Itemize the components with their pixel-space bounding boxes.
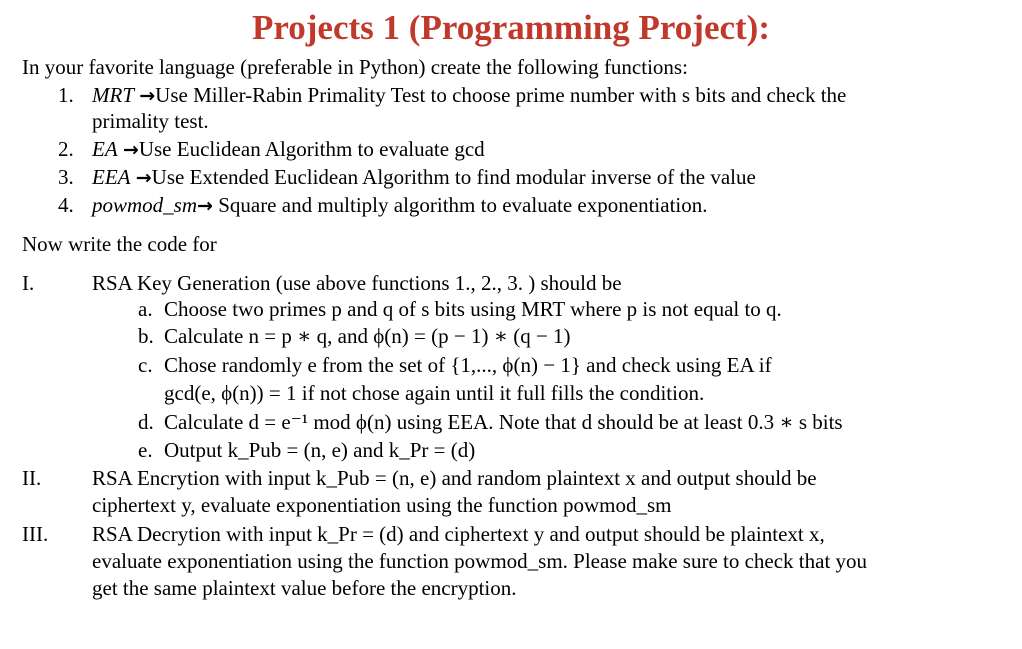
sub-item-text: Output k_Pub = (n, e) and k_Pr = (d) (164, 438, 476, 462)
section-heading: RSA Key Generation (use above functions 1., 2., 3. ) should be (92, 271, 622, 295)
sub-item-letter: c. (138, 353, 153, 377)
list-text-continued: primality test. (92, 109, 209, 133)
list-text (92, 164, 756, 191)
roman-numeral: I. (22, 271, 35, 295)
list-text (92, 82, 846, 109)
function-name: EEA (92, 165, 131, 189)
sub-item-letter: d. (138, 410, 154, 434)
sub-item-text: Chose randomly e from the set of {1,..., ϕ(n) − 1} and check using EA if (164, 353, 772, 377)
section-text: RSA Decrytion with input k_Pr = (d) and ciphertext y and output should be plaintext x, (92, 522, 825, 546)
list-number: 2. (58, 137, 74, 161)
sub-item-text: Choose two primes p and q of s bits using MRT where p is not equal to q. (164, 297, 782, 321)
function-description: Square and multiply algorithm to evaluate exponentiation. (212, 193, 708, 217)
sub-item-text-continued: gcd(e, ϕ(n)) = 1 if not chose again until it full fills the condition. (164, 381, 705, 405)
function-description: Use Euclidean Algorithm to evaluate gcd (138, 137, 485, 161)
page-title: Projects 1 (Programming Project): (252, 8, 770, 47)
list-number: 3. (58, 165, 74, 189)
sub-item-text: Calculate d = e⁻¹ mod ϕ(n) using EEA. Note that d should be at least 0.3 ∗ s bits (164, 410, 843, 434)
arrow-icon: → (197, 195, 213, 217)
arrow-icon: → (122, 139, 139, 161)
section-text-continued: get the same plaintext value before the encryption. (92, 576, 517, 600)
roman-numeral: II. (22, 466, 42, 490)
sub-item-letter: a. (138, 297, 153, 321)
intro-text: In your favorite language (preferable in Python) create the following functions: (22, 55, 688, 79)
roman-numeral: III. (22, 522, 49, 546)
list-number: 4. (58, 193, 74, 217)
function-name: EA (92, 137, 118, 161)
sub-item-letter: e. (138, 438, 153, 462)
arrow-icon: → (139, 85, 156, 107)
section-text-continued: evaluate exponentiation using the function powmod_sm. Please make sure to check that you (92, 549, 868, 573)
function-name: powmod_sm (92, 193, 198, 217)
function-name: MRT (92, 83, 134, 107)
sub-item-text: Calculate n = p ∗ q, and ϕ(n) = (p − 1) ∗ (q − 1) (164, 324, 571, 348)
sub-item-letter: b. (138, 324, 154, 348)
list-number: 1. (58, 83, 74, 107)
function-description: Use Miller-Rabin Primality Test to choose prime number with s bits and check the (155, 83, 847, 107)
arrow-icon: → (135, 167, 152, 189)
now-write-text: Now write the code for (22, 232, 217, 256)
section-text: RSA Encrytion with input k_Pub = (n, e) and random plaintext x and output should be (92, 466, 817, 490)
section-text-continued: ciphertext y, evaluate exponentiation using the function powmod_sm (92, 493, 672, 517)
list-text (92, 192, 707, 219)
list-text (92, 136, 485, 163)
function-description: Use Extended Euclidean Algorithm to find modular inverse of the value (151, 165, 756, 189)
